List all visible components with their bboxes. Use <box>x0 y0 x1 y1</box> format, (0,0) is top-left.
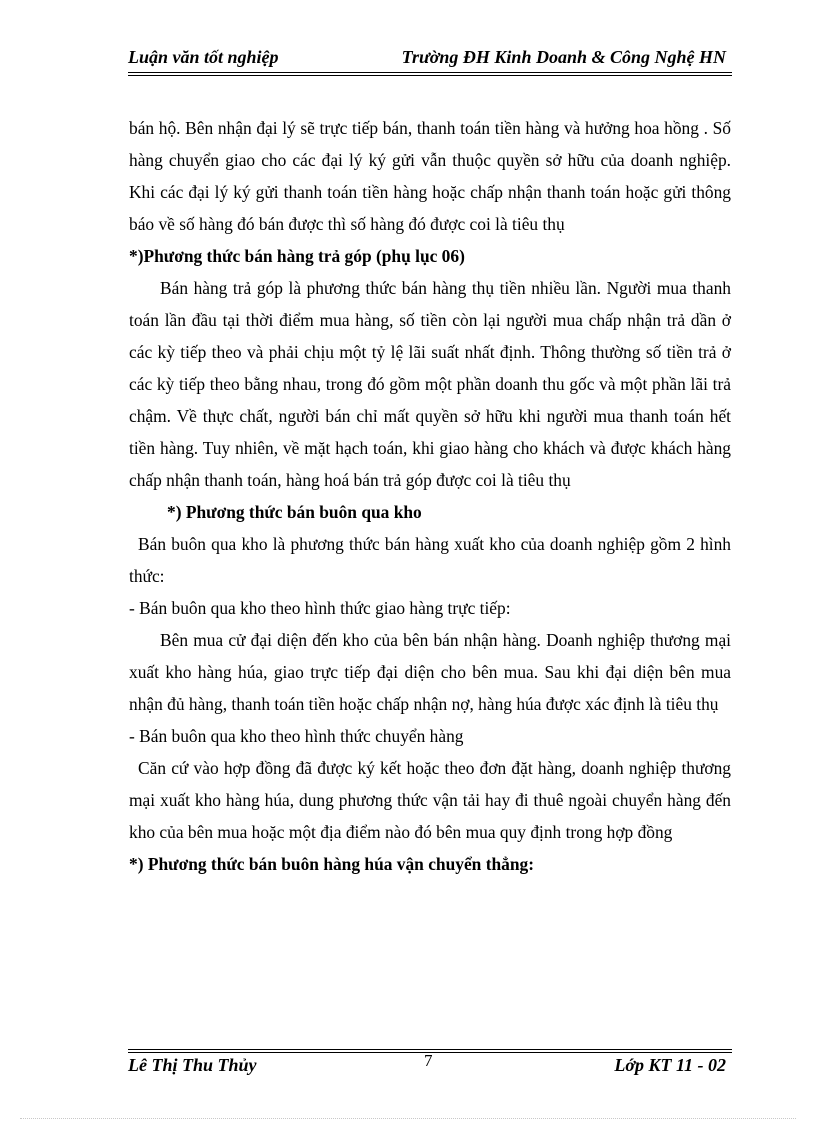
header-rule <box>128 72 732 73</box>
heading-wholesale-warehouse: *) Phương thức bán buôn qua kho <box>167 502 422 522</box>
paragraph-installment-sales: Bán hàng trả góp là phương thức bán hàng thụ tiền nhiều lần. Người mua thanh toán lần đầu tại thời điểm mua hàng, số tiền còn lại người mua chấp nhận trả dần ở các kỳ tiếp theo và phải chịu một tỷ lệ lãi suất nhất định. Thông thường số tiền trả ở các kỳ tiếp theo bằng nhau, trong đó gồm một phần doanh thu gốc và một phần lãi trả chậm. Về thực chất, người bán chỉ mất quyền sở hữu khi người mua thanh toán hết tiền hàng. Tuy nhiên, về mặt hạch toán, khi giao hàng cho khách và được khách hàng chấp nhận thanh toán, hàng hoá bán trả góp được coi là tiêu thụ <box>129 278 731 490</box>
list-item-direct-delivery: - Bán buôn qua kho theo hình thức giao hàng trực tiếp: <box>129 598 511 618</box>
heading-direct-shipment: *) Phương thức bán buôn hàng húa vận chuyển thẳng: <box>129 854 535 874</box>
paragraph-direct-delivery: Bên mua cử đại diện đến kho của bên bán nhận hàng. Doanh nghiệp thương mại xuất kho hàng húa, giao trực tiếp đại diện cho bên mua. Sau khi đại diện bên mua nhận đủ hàng, thanh toán tiền hoặc chấp nhận nợ, hàng húa được xác định là tiêu thụ <box>129 630 731 714</box>
footer-class: Lớp KT 11 - 02 <box>614 1055 726 1075</box>
header-thesis-title: Luận văn tốt nghiệp <box>128 47 279 67</box>
paragraph-wholesale-warehouse: Bán buôn qua kho là phương thức bán hàng xuất kho của doanh nghiệp gồm 2 hình thức: <box>129 534 731 586</box>
paragraph-shipping: Căn cứ vào hợp đồng đã được ký kết hoặc theo đơn đặt hàng, doanh nghiệp thương mại xuất kho hàng húa, dung phương thức vận tải hay đi thuê ngoài chuyển hàng đến kho của bên mua hoặc một địa điểm nào đó bên mua quy định trong hợp đồng <box>129 758 731 842</box>
list-item-shipping: - Bán buôn qua kho theo hình thức chuyển hàng <box>129 726 464 746</box>
page-edge-divider <box>20 1118 796 1119</box>
footer-author: Lê Thị Thu Thủy <box>128 1055 257 1075</box>
page-number: 7 <box>424 1051 433 1070</box>
footer-rule <box>128 1049 732 1050</box>
header-rule-secondary <box>128 75 732 76</box>
paragraph-consignment: bán hộ. Bên nhận đại lý sẽ trực tiếp bán, thanh toán tiền hàng và hưởng hoa hồng . Số hàng chuyển giao cho các đại lý ký gửi vẫn thuộc quyền sở hữu của doanh nghiệp. Khi các đại lý ký gửi thanh toán tiền hàng hoặc chấp nhận thanh toán hoặc gửi thông báo về số hàng đó bán được thì số hàng đó được coi là tiêu thụ <box>129 118 731 234</box>
header-university: Trường ĐH Kinh Doanh & Công Nghệ HN <box>401 47 726 67</box>
page-body <box>129 112 731 880</box>
page-header <box>128 47 732 71</box>
heading-installment-sales: *)Phương thức bán hàng trả góp (phụ lục 06) <box>129 246 465 266</box>
page-footer <box>128 1053 732 1077</box>
